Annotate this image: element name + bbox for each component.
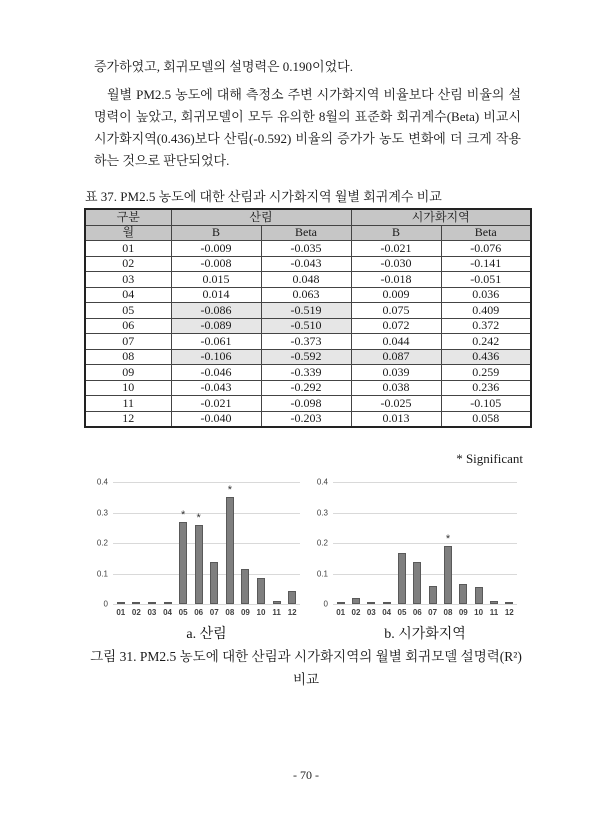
bar-month-03 bbox=[148, 602, 156, 604]
y-axis-tick-label: 0.1 bbox=[96, 569, 108, 578]
x-axis-tick-label: 09 bbox=[240, 608, 250, 617]
header-urban-b: B bbox=[351, 225, 441, 241]
month-cell: 04 bbox=[85, 287, 171, 303]
value-cell: -0.018 bbox=[351, 272, 441, 288]
value-cell: 0.436 bbox=[441, 349, 531, 365]
significance-star: * bbox=[196, 512, 201, 524]
bars-container bbox=[113, 482, 300, 604]
table-row bbox=[85, 334, 531, 350]
paragraph bbox=[94, 56, 521, 78]
table-body bbox=[85, 241, 531, 428]
x-axis-tick-label: 06 bbox=[194, 608, 204, 617]
x-axis-tick-label: 06 bbox=[412, 608, 422, 617]
header-col-group: 구분 bbox=[85, 209, 171, 225]
x-axis-tick-label: 04 bbox=[382, 608, 392, 617]
bar-month-01 bbox=[117, 602, 125, 604]
bar-month-09 bbox=[241, 569, 249, 604]
bar-slot bbox=[364, 482, 379, 604]
bar-slot bbox=[486, 482, 501, 604]
value-cell: -0.009 bbox=[171, 241, 261, 257]
x-axis-tick-label: 01 bbox=[116, 608, 126, 617]
x-axis-tick-label: 10 bbox=[256, 608, 266, 617]
month-cell: 03 bbox=[85, 272, 171, 288]
y-axis-tick-label: 0.2 bbox=[96, 538, 108, 548]
value-cell: -0.592 bbox=[261, 349, 351, 365]
value-cell: -0.076 bbox=[441, 241, 531, 257]
value-cell: -0.339 bbox=[261, 365, 351, 381]
value-cell: -0.030 bbox=[351, 256, 441, 272]
table-row bbox=[85, 318, 531, 334]
x-axis-tick-label: 03 bbox=[147, 608, 157, 617]
x-axis bbox=[113, 608, 300, 617]
bar-month-03 bbox=[367, 602, 375, 604]
plot-wrap bbox=[88, 477, 300, 609]
bar-month-07 bbox=[429, 586, 437, 604]
table-header-row-groups bbox=[85, 209, 531, 225]
value-cell: -0.519 bbox=[261, 303, 351, 319]
x-axis-tick-label: 08 bbox=[443, 608, 453, 617]
header-month: 월 bbox=[85, 225, 171, 241]
bar-slot bbox=[144, 482, 160, 604]
month-cell: 01 bbox=[85, 241, 171, 257]
bar-month-04 bbox=[383, 602, 391, 604]
chart-forest bbox=[88, 470, 300, 643]
y-axis bbox=[88, 477, 113, 609]
text-line: 증가하였고, 회귀모델의 설명력은 0.190이었다. bbox=[94, 59, 353, 74]
month-cell: 05 bbox=[85, 303, 171, 319]
value-cell: 0.038 bbox=[351, 380, 441, 396]
bar-month-08 bbox=[226, 497, 234, 604]
x-axis-tick-label: 07 bbox=[428, 608, 438, 617]
bar-month-10 bbox=[475, 587, 483, 604]
bar-month-06 bbox=[195, 525, 203, 604]
bar-slot bbox=[160, 482, 176, 604]
bar-month-02 bbox=[352, 598, 360, 604]
chart-subtitle: b. 시가화지역 bbox=[384, 627, 466, 642]
body-text bbox=[94, 56, 521, 172]
bar-month-09 bbox=[459, 584, 467, 604]
x-axis-tick-label: 09 bbox=[458, 608, 468, 617]
table-row bbox=[85, 256, 531, 272]
y-axis-tick-label: 0.1 bbox=[316, 569, 328, 578]
value-cell: -0.061 bbox=[171, 334, 261, 350]
value-cell: -0.292 bbox=[261, 380, 351, 396]
significance-star: * bbox=[180, 509, 186, 521]
x-axis-tick-label: 11 bbox=[489, 608, 499, 617]
bar-slot bbox=[253, 482, 269, 604]
bar-slot bbox=[348, 482, 363, 604]
x-axis bbox=[333, 608, 517, 617]
y-axis-tick-label: 0.3 bbox=[316, 508, 328, 517]
table-row bbox=[85, 380, 531, 396]
x-axis-tick-label: 01 bbox=[336, 608, 346, 617]
bar-slot bbox=[129, 482, 145, 604]
value-cell: 0.058 bbox=[441, 411, 531, 427]
x-axis-tick-label: 12 bbox=[504, 608, 514, 617]
plot-area bbox=[333, 482, 517, 604]
table-caption: 표 37. PM2.5 농도에 대한 산림과 시가화지역 월별 회귀계수 비교 bbox=[85, 189, 442, 204]
y-axis-tick-label: 0.4 bbox=[316, 477, 328, 487]
bar-slot bbox=[333, 482, 348, 604]
value-cell: 0.048 bbox=[261, 272, 351, 288]
month-cell: 10 bbox=[85, 380, 171, 396]
x-axis-tick-label: 05 bbox=[397, 608, 407, 617]
bar-slot bbox=[206, 482, 222, 604]
value-cell: -0.098 bbox=[261, 396, 351, 412]
bar-slot bbox=[284, 482, 300, 604]
chart-subtitle: a. 산림 bbox=[186, 627, 227, 642]
value-cell: 0.372 bbox=[441, 318, 531, 334]
bar-month-05 bbox=[398, 553, 406, 604]
text-line: 하는 것으로 판단되었다. bbox=[94, 153, 230, 168]
bar-month-08 bbox=[444, 546, 452, 604]
value-cell: 0.236 bbox=[441, 380, 531, 396]
y-axis-tick-label: 0 bbox=[103, 599, 108, 609]
value-cell: -0.510 bbox=[261, 318, 351, 334]
text-line: 시가화지역(0.436)보다 산림(-0.592) 비율의 증가가 농도 변화에 더 크게 작용 bbox=[94, 131, 521, 146]
month-cell: 08 bbox=[85, 349, 171, 365]
x-axis-tick-label: 08 bbox=[225, 608, 235, 617]
x-axis-tick-label: 02 bbox=[351, 608, 361, 617]
plot-area bbox=[113, 482, 300, 604]
month-cell: 02 bbox=[85, 256, 171, 272]
header-forest-b: B bbox=[171, 225, 261, 241]
value-cell: -0.021 bbox=[351, 241, 441, 257]
value-cell: -0.141 bbox=[441, 256, 531, 272]
bar-month-12 bbox=[505, 602, 513, 604]
value-cell: 0.072 bbox=[351, 318, 441, 334]
bar-slot bbox=[410, 482, 425, 604]
text-line: 월별 PM2.5 농도에 대해 측정소 주변 시가화지역 비율보다 산림 비율의 설 bbox=[107, 87, 521, 102]
month-cell: 06 bbox=[85, 318, 171, 334]
value-cell: -0.035 bbox=[261, 241, 351, 257]
bar-month-11 bbox=[273, 601, 281, 604]
month-cell: 11 bbox=[85, 396, 171, 412]
table-row bbox=[85, 349, 531, 365]
bars-container bbox=[333, 482, 517, 604]
value-cell: -0.025 bbox=[351, 396, 441, 412]
header-forest: 산림 bbox=[171, 209, 351, 225]
x-axis-tick-label: 02 bbox=[131, 608, 141, 617]
paragraph bbox=[94, 84, 521, 172]
significance-star: * bbox=[445, 533, 451, 545]
bar-slot bbox=[502, 482, 517, 604]
x-axis-tick-label: 12 bbox=[287, 608, 297, 617]
gridline bbox=[113, 604, 300, 605]
table-row bbox=[85, 272, 531, 288]
figure-caption-line2: 비교 bbox=[292, 672, 320, 687]
bar-slot bbox=[175, 482, 191, 604]
value-cell: 0.087 bbox=[351, 349, 441, 365]
text-line: 명력이 높았고, 회귀모델이 모두 유의한 8월의 표준화 회귀계수(Beta) 비교시 bbox=[94, 109, 521, 124]
bar-slot bbox=[394, 482, 409, 604]
regression-table bbox=[84, 208, 532, 428]
gridline bbox=[333, 604, 517, 605]
value-cell: 0.409 bbox=[441, 303, 531, 319]
table-row bbox=[85, 303, 531, 319]
month-cell: 09 bbox=[85, 365, 171, 381]
plot-wrap bbox=[308, 477, 517, 609]
value-cell: 0.009 bbox=[351, 287, 441, 303]
value-cell: -0.021 bbox=[171, 396, 261, 412]
value-cell: -0.105 bbox=[441, 396, 531, 412]
bar-slot bbox=[425, 482, 440, 604]
x-axis-tick-label: 10 bbox=[474, 608, 484, 617]
value-cell: 0.039 bbox=[351, 365, 441, 381]
value-cell: -0.008 bbox=[171, 256, 261, 272]
bar-slot bbox=[471, 482, 486, 604]
value-cell: 0.259 bbox=[441, 365, 531, 381]
x-axis-tick-label: 03 bbox=[366, 608, 376, 617]
figure-caption bbox=[0, 645, 612, 691]
table-row bbox=[85, 365, 531, 381]
bar-month-06 bbox=[413, 562, 421, 604]
bar-slot bbox=[222, 482, 238, 604]
table-header-row-sub bbox=[85, 225, 531, 241]
value-cell: 0.013 bbox=[351, 411, 441, 427]
y-axis-tick-label: 0.2 bbox=[316, 538, 328, 548]
value-cell: 0.242 bbox=[441, 334, 531, 350]
bar-month-10 bbox=[257, 578, 265, 604]
value-cell: 0.075 bbox=[351, 303, 441, 319]
value-cell: -0.373 bbox=[261, 334, 351, 350]
bar-month-02 bbox=[132, 602, 140, 604]
figure-caption-line1: 그림 31. PM2.5 농도에 대한 산림과 시가화지역의 월별 회귀모델 설명력(R²) bbox=[90, 649, 522, 664]
x-axis-tick-label: 11 bbox=[272, 608, 281, 617]
value-cell: -0.089 bbox=[171, 318, 261, 334]
bar-month-05 bbox=[179, 522, 187, 604]
table-row bbox=[85, 411, 531, 427]
value-cell: 0.014 bbox=[171, 287, 261, 303]
value-cell: 0.063 bbox=[261, 287, 351, 303]
bar-slot bbox=[269, 482, 285, 604]
month-cell: 07 bbox=[85, 334, 171, 350]
y-axis bbox=[308, 477, 333, 609]
bar-month-11 bbox=[490, 601, 498, 604]
bar-slot bbox=[113, 482, 129, 604]
bar-slot bbox=[191, 482, 207, 604]
bar-month-07 bbox=[210, 562, 218, 604]
table-row bbox=[85, 396, 531, 412]
value-cell: -0.043 bbox=[171, 380, 261, 396]
table-row bbox=[85, 241, 531, 257]
bar-month-01 bbox=[337, 602, 345, 604]
header-forest-beta: Beta bbox=[261, 225, 351, 241]
y-axis-tick-label: 0.4 bbox=[96, 477, 108, 487]
x-axis-tick-label: 07 bbox=[209, 608, 219, 617]
value-cell: -0.086 bbox=[171, 303, 261, 319]
x-axis-tick-label: 04 bbox=[163, 608, 172, 617]
value-cell: -0.106 bbox=[171, 349, 261, 365]
value-cell: 0.015 bbox=[171, 272, 261, 288]
bar-month-04 bbox=[164, 602, 172, 604]
value-cell: 0.044 bbox=[351, 334, 441, 350]
value-cell: -0.040 bbox=[171, 411, 261, 427]
chart-urban bbox=[308, 470, 517, 643]
bar-month-12 bbox=[288, 591, 296, 604]
header-urban-beta: Beta bbox=[441, 225, 531, 241]
value-cell: -0.203 bbox=[261, 411, 351, 427]
bar-slot bbox=[440, 482, 455, 604]
table-header bbox=[85, 209, 531, 241]
month-cell: 12 bbox=[85, 411, 171, 427]
x-axis-tick-label: 05 bbox=[178, 608, 188, 617]
value-cell: -0.046 bbox=[171, 365, 261, 381]
bar-slot bbox=[238, 482, 254, 604]
value-cell: -0.043 bbox=[261, 256, 351, 272]
header-urban: 시가화지역 bbox=[351, 209, 531, 225]
table-row bbox=[85, 287, 531, 303]
value-cell: -0.051 bbox=[441, 272, 531, 288]
y-axis-tick-label: 0.3 bbox=[96, 508, 108, 517]
y-axis-tick-label: 0 bbox=[323, 599, 328, 609]
bar-slot bbox=[379, 482, 394, 604]
value-cell: 0.036 bbox=[441, 287, 531, 303]
bar-slot bbox=[456, 482, 471, 604]
page-number: - 70 - bbox=[293, 768, 319, 782]
significance-note: * Significant bbox=[456, 451, 523, 466]
significance-star: * bbox=[227, 484, 232, 496]
